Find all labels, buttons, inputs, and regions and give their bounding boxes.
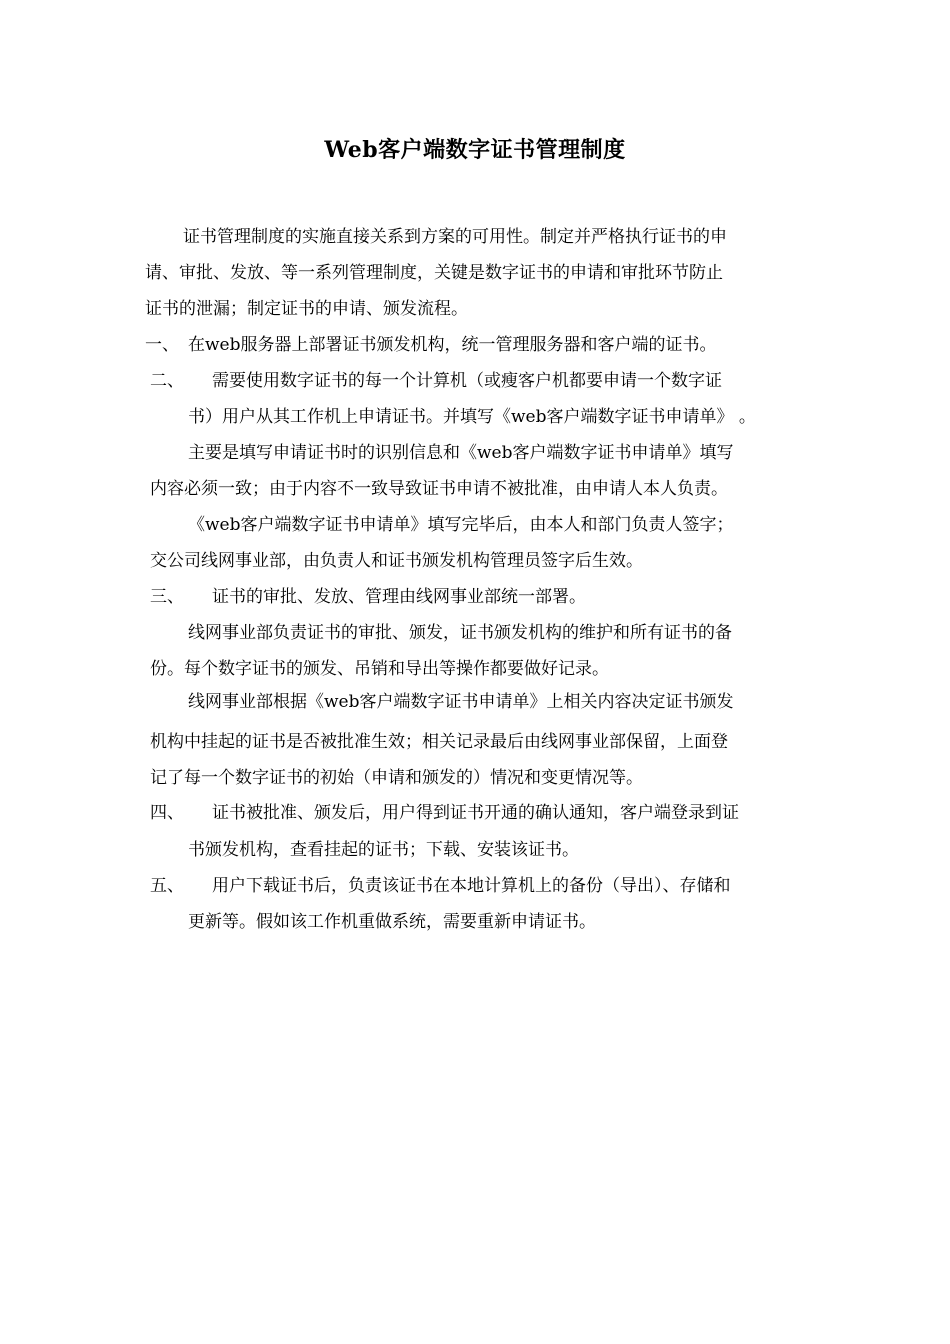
item-paragraph-line: 线网事业部根据《web客户端数字证书申请单》上相关内容决定证书颁发 bbox=[188, 692, 734, 712]
document-title: Web客户端数字证书管理制度 bbox=[324, 137, 626, 163]
intro-line: 证书管理制度的实施直接关系到方案的可用性。制定并严格执行证书的申 bbox=[183, 227, 727, 247]
item-line: 书）用户从其工作机上申请证书。并填写《web客户端数字证书申请单》 。 bbox=[188, 407, 756, 427]
item-paragraph-line: 《web客户端数字证书申请单》填写完毕后，由本人和部门负责人签字； bbox=[188, 515, 734, 535]
item-line: 证书被批准、颁发后，用户得到证书开通的确认通知，客户端登录到证 bbox=[212, 803, 739, 823]
item-line: 用户下载证书后，负责该证书在本地计算机上的备份（导出）、存储和 bbox=[212, 876, 731, 896]
intro-line: 请、审批、发放、等一系列管理制度，关键是数字证书的申请和审批环节防止 bbox=[145, 263, 723, 283]
item-line: 在web服务器上部署证书颁发机构，统一管理服务器和客户端的证书。 bbox=[188, 335, 717, 355]
item-paragraph-line: 内容必须一致；由于内容不一致导致证书申请不被批准，由申请人本人负责。 bbox=[150, 479, 728, 499]
item-number: 二、 bbox=[150, 371, 184, 391]
item-paragraph-line: 机构中挂起的证书是否被批准生效；相关记录最后由线网事业部保留，上面登 bbox=[150, 732, 728, 752]
item-line: 书颁发机构，查看挂起的证书；下载、安装该证书。 bbox=[188, 840, 579, 860]
item-number: 四、 bbox=[150, 803, 184, 823]
item-number: 一、 bbox=[145, 335, 179, 355]
item-paragraph-line: 份。每个数字证书的颁发、吊销和导出等操作都要做好记录。 bbox=[150, 659, 609, 679]
item-number: 三、 bbox=[150, 587, 184, 607]
item-paragraph-line: 交公司线网事业部，由负责人和证书颁发机构管理员签字后生效。 bbox=[150, 551, 643, 571]
item-paragraph-line: 主要是填写申请证书时的识别信息和《web客户端数字证书申请单》填写 bbox=[188, 443, 734, 463]
intro-line: 证书的泄漏；制定证书的申请、颁发流程。 bbox=[145, 299, 468, 319]
item-number: 五、 bbox=[150, 876, 184, 896]
item-line: 更新等。假如该工作机重做系统，需要重新申请证书。 bbox=[188, 912, 596, 932]
item-line: 需要使用数字证书的每一个计算机（或瘦客户机都要申请一个数字证 bbox=[212, 371, 722, 391]
item-paragraph-line: 线网事业部负责证书的审批、颁发，证书颁发机构的维护和所有证书的备 bbox=[188, 623, 732, 643]
item-paragraph-line: 记了每一个数字证书的初始（申请和颁发的）情况和变更情况等。 bbox=[150, 768, 643, 788]
item-line: 证书的审批、发放、管理由线网事业部统一部署。 bbox=[212, 587, 586, 607]
